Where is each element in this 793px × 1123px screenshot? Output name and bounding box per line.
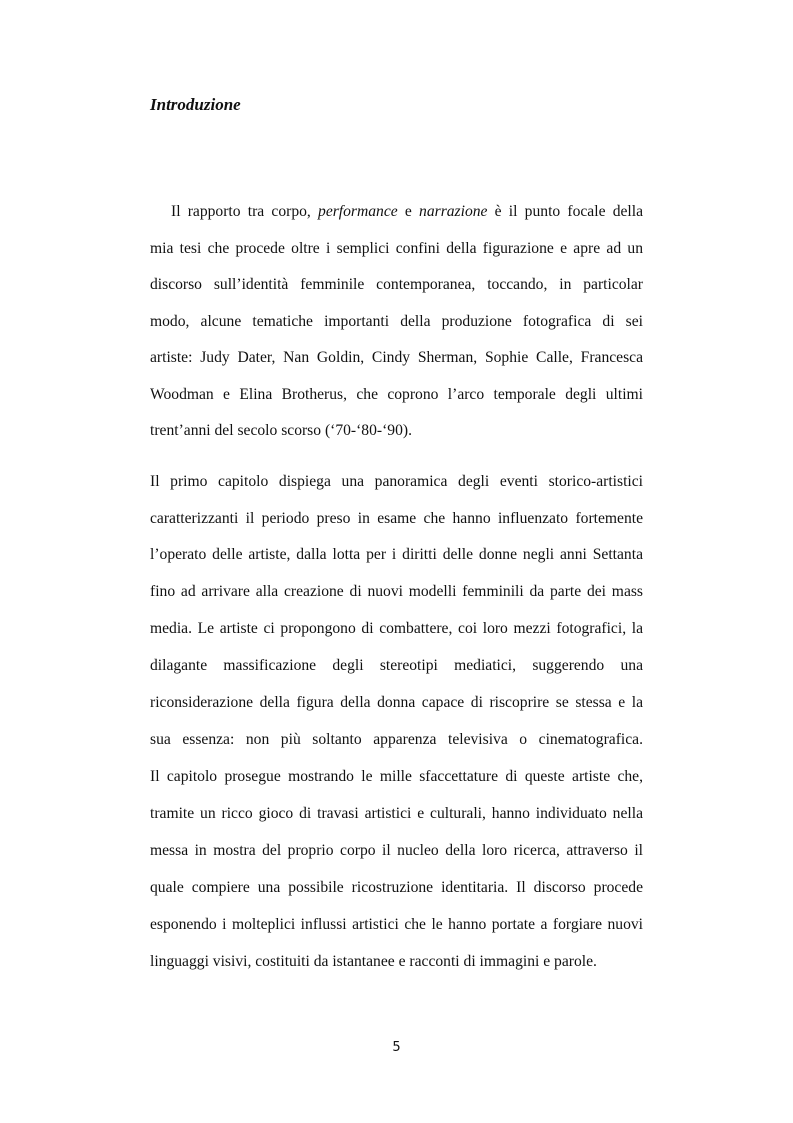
paragraph-2-line-4: fino ad arrivare alla creazione di nuovi modelli femminili da parte dei mass [150,583,643,600]
paragraph-2-line-12: quale compiere una possibile ricostruzione identitaria. Il discorso procede [150,879,643,896]
text-segment: è il punto focale della [487,203,643,220]
emphasis-narrazione: narrazione [419,203,488,220]
paragraph-1-line-5: artiste: Judy Dater, Nan Goldin, Cindy Sherman, Sophie Calle, Francesca [150,349,643,366]
page-number: 5 [392,1040,401,1055]
paragraph-2-line-2: caratterizzanti il periodo preso in esame che hanno influenzato fortemente [150,510,643,527]
paragraph-2-line-11: messa in mostra del proprio corpo il nucleo della loro ricerca, attraverso il [150,842,643,859]
emphasis-performance: performance [318,203,398,220]
paragraph-1-line-1 [171,201,643,223]
paragraph-1-line-7: trent’anni del secolo scorso (‘70-‘80-‘90). [150,422,412,439]
paragraph-2-line-13: esponendo i molteplici influssi artistici che le hanno portate a forgiare nuovi [150,916,643,933]
paragraph-2-line-7: riconsiderazione della figura della donna capace di riscoprire se stessa e la [150,694,643,711]
text-segment: Il rapporto tra corpo, [171,203,319,220]
chapter-title: Introduzione [150,95,241,114]
paragraph-1-line-2: mia tesi che procede oltre i semplici confini della figurazione e apre ad un [150,240,643,257]
paragraph-2-line-5: media. Le artiste ci propongono di combattere, coi loro mezzi fotografici, la [150,620,643,637]
paragraph-2-line-14: linguaggi visivi, costituiti da istantanee e racconti di immagini e parole. [150,953,597,970]
paragraph-2-line-10: tramite un ricco gioco di travasi artistici e culturali, hanno individuato nella [150,805,643,822]
paragraph-2-line-1: Il primo capitolo dispiega una panoramica degli eventi storico-artistici [150,473,643,490]
paragraph-2-line-3: l’operato delle artiste, dalla lotta per i diritti delle donne negli anni Settanta [150,546,643,563]
paragraph-1-line-3: discorso sull’identità femminile contemporanea, toccando, in particolar [150,276,643,293]
paragraph-2-line-9: Il capitolo prosegue mostrando le mille sfaccettature di queste artiste che, [150,768,643,785]
paragraph-2-line-6: dilagante massificazione degli stereotipi mediatici, suggerendo una [150,657,643,674]
paragraph-2-line-8: sua essenza: non più soltanto apparenza televisiva o cinematografica. [150,731,643,748]
paragraph-1-line-6: Woodman e Elina Brotherus, che coprono l’arco temporale degli ultimi [150,386,643,403]
text-segment: e [397,203,420,220]
paragraph-1-line-4: modo, alcune tematiche importanti della produzione fotografica di sei [150,313,643,330]
